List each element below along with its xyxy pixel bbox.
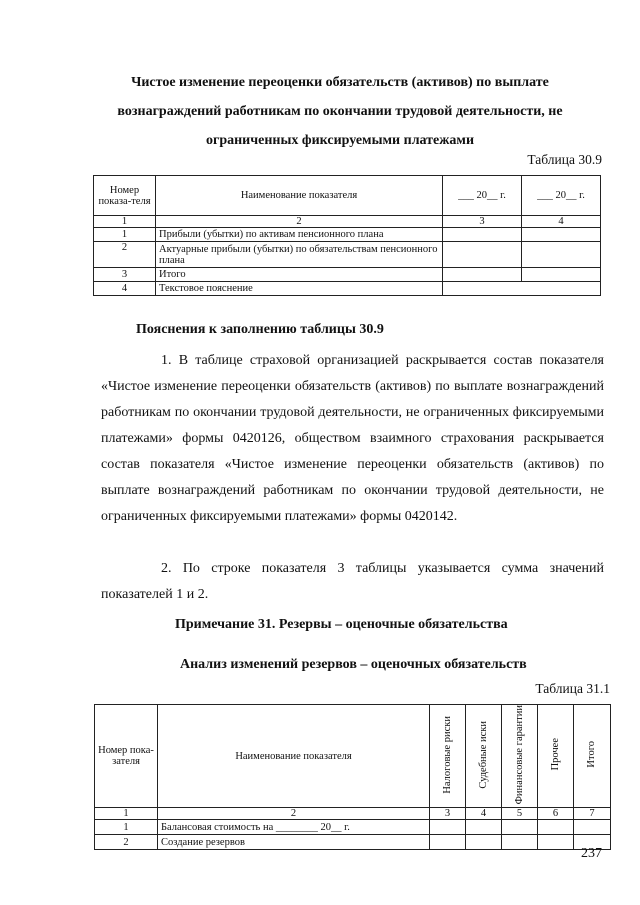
row-number: 1 [94,228,156,242]
row-name: Прибыли (убытки) по активам пенсионного плана [156,228,443,242]
header-label: Налоговые риски [441,715,453,794]
note-31-heading: Примечание 31. Резервы – оценочные обязательства [175,617,508,632]
column-number: 2 [156,216,443,228]
table-row [94,282,601,296]
table-31-1-title: Анализ изменений резервов – оценочных обязательств [180,657,527,672]
value-cell [466,820,502,835]
paragraph: 1. В таблице страховой организацией раскрывается состав показателя «Чистое изменение переоценки обязательств (активов) по выплате вознаграждений работникам по окончании трудовой деятельности, не ограниченных фиксируемыми платежами» формы 0420126, обществом взаимного страхования раскрывается состав показателя «Чистое изменение переоценки обязательств (активов) по выплате вознаграждений работникам по окончании трудовой деятельности, не ограниченных фиксируемыми платежами» формы 0420142. [101,353,604,524]
value-cell [430,820,466,835]
value-cell [443,282,601,296]
header-cell-vertical [502,705,538,808]
table-row [94,242,601,268]
value-cell [538,820,574,835]
header-cell: ___ 20__ г. [522,176,601,216]
column-number: 7 [574,808,611,820]
header-label: Судебные иски [477,720,489,789]
row-number: 2 [95,835,158,850]
value-cell [466,835,502,850]
table-row [95,820,611,835]
title-line: Чистое изменение переоценки обязательств (активов) по выплате [131,75,549,90]
value-cell [502,820,538,835]
value-cell [443,242,522,268]
explanations-heading: Пояснения к заполнению таблицы 30.9 [136,322,384,337]
table-31-1-caption: Таблица 31.1 [535,681,610,696]
row-name: Текстовое пояснение [156,282,443,296]
table-row [94,228,601,242]
header-label: Финансовые гарантии [513,705,525,805]
row-number: 1 [95,820,158,835]
header-cell-vertical [430,705,466,808]
value-cell [574,820,611,835]
table-row [95,835,611,850]
row-name: Актуарные прибыли (убытки) по обязательствам пенсионного плана [156,242,443,268]
header-cell-vertical [538,705,574,808]
column-number: 2 [158,808,430,820]
column-number: 3 [443,216,522,228]
value-cell [430,835,466,850]
table-30-9-title [70,68,610,155]
column-number: 4 [466,808,502,820]
paragraph: 2. По строке показателя 3 таблицы указывается сумма значений показателей 1 и 2. [101,561,604,602]
table-31-1 [94,704,611,850]
table-30-9-caption: Таблица 30.9 [527,152,602,167]
column-number: 1 [94,216,156,228]
header-cell-vertical [466,705,502,808]
header-cell: Номер пока-зателя [95,705,158,808]
row-name: Создание резервов [158,835,430,850]
column-number: 5 [502,808,538,820]
column-number: 3 [430,808,466,820]
row-number: 3 [94,268,156,282]
row-name: Итого [156,268,443,282]
header-cell: Наименование показателя [158,705,430,808]
row-number: 4 [94,282,156,296]
row-name: Балансовая стоимость на ________ 20__ г. [158,820,430,835]
value-cell [502,835,538,850]
title-line: вознаграждений работникам по окончании трудовой деятельности, не [117,104,563,119]
column-number: 4 [522,216,601,228]
header-cell: Наименование показателя [156,176,443,216]
page-number: 237 [581,846,602,861]
header-label: Итого [586,741,597,768]
column-number: 1 [95,808,158,820]
header-label: Прочее [549,738,561,771]
table-row [94,268,601,282]
header-cell: ___ 20__ г. [443,176,522,216]
column-number: 6 [538,808,574,820]
header-cell-vertical [574,705,611,808]
value-cell [443,268,522,282]
header-cell: Номер показа-теля [94,176,156,216]
title-line: ограниченных фиксируемыми платежами [205,133,475,148]
value-cell [538,835,574,850]
row-number: 2 [94,242,156,268]
value-cell [522,242,601,268]
value-cell [522,268,601,282]
value-cell [443,228,522,242]
value-cell [522,228,601,242]
table-30-9 [93,175,601,296]
